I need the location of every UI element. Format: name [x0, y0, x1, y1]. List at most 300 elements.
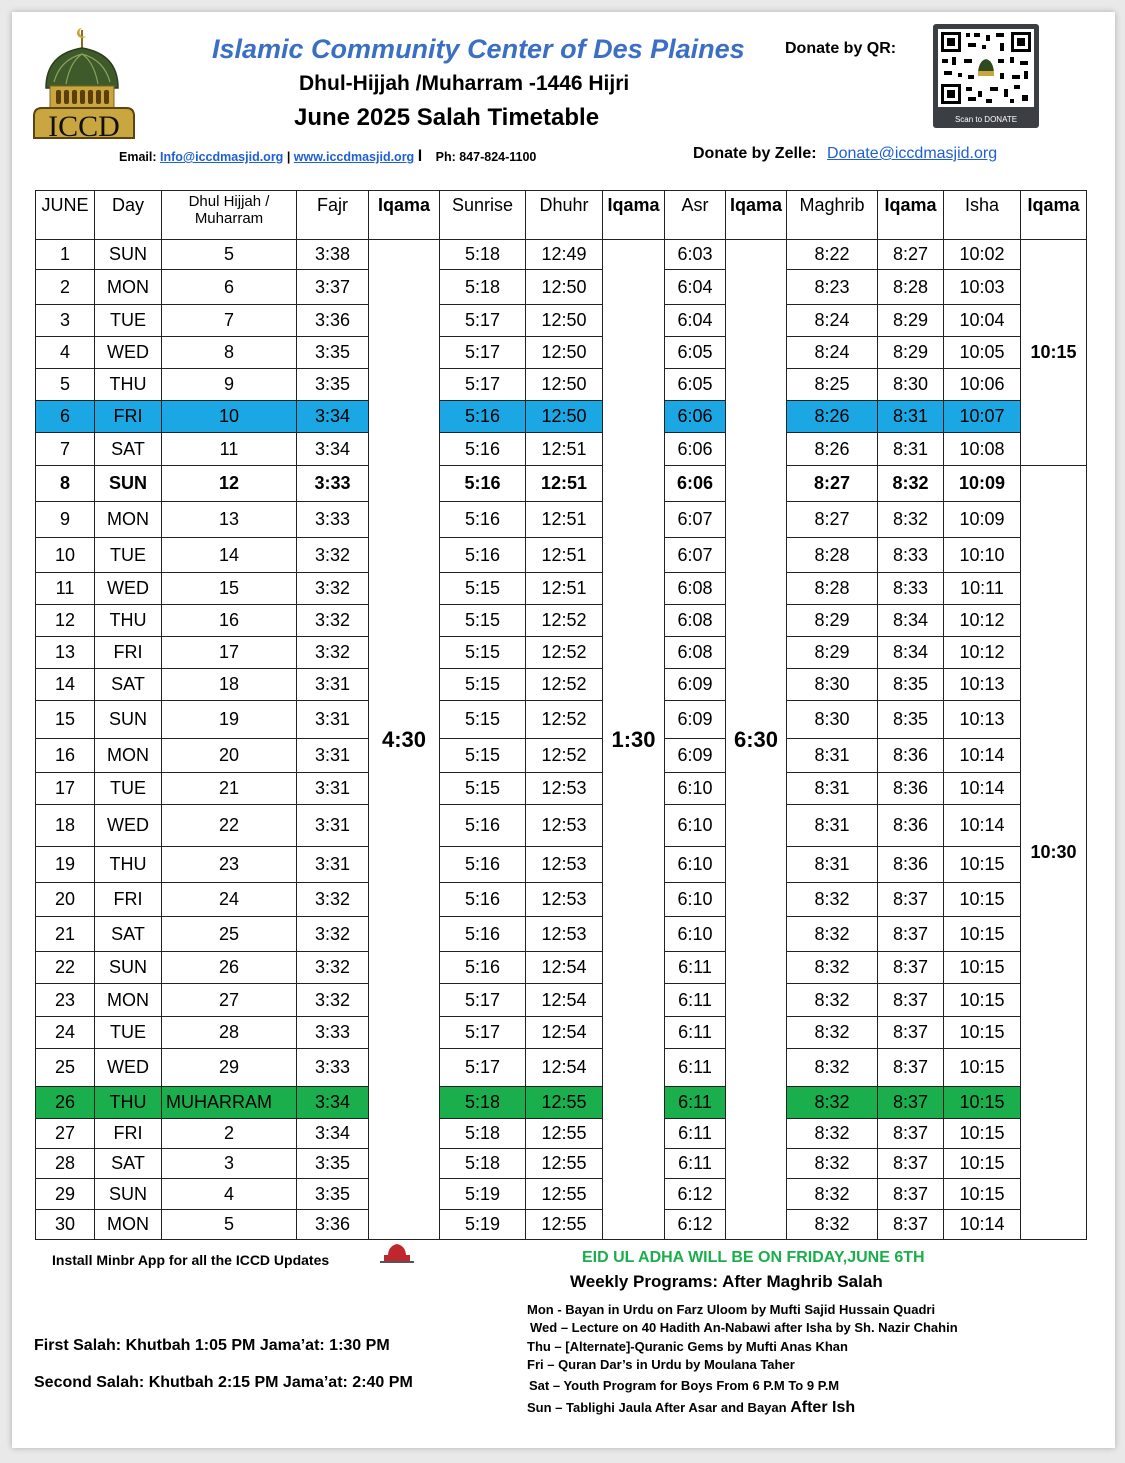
maghrib-cell: 8:32 — [787, 917, 878, 952]
table-row — [36, 917, 1087, 952]
asr-cell: 6:10 — [665, 917, 726, 952]
maghrib-iqama-cell: 8:29 — [878, 337, 944, 369]
fajr-cell: 3:37 — [297, 270, 369, 305]
asr-cell: 6:06 — [665, 401, 726, 433]
maghrib-iqama-cell: 8:31 — [878, 401, 944, 433]
date-cell: 14 — [36, 669, 95, 701]
col-header: Isha — [944, 191, 1021, 240]
sunrise-cell: 5:16 — [440, 847, 526, 883]
date-cell: 7 — [36, 433, 95, 466]
date-cell: 20 — [36, 883, 95, 917]
sunrise-cell: 5:15 — [440, 739, 526, 773]
dhuhr-cell: 12:55 — [526, 1087, 603, 1119]
maghrib-iqama-cell: 8:36 — [878, 805, 944, 847]
asr-cell: 6:08 — [665, 637, 726, 669]
sunrise-cell: 5:19 — [440, 1179, 526, 1210]
table-row — [36, 305, 1087, 337]
fajr-cell: 3:31 — [297, 701, 369, 739]
dhuhr-cell: 12:54 — [526, 952, 603, 984]
maghrib-cell: 8:32 — [787, 883, 878, 917]
col-header: Day — [95, 191, 162, 240]
maghrib-iqama-cell: 8:28 — [878, 270, 944, 305]
table-row — [36, 369, 1087, 401]
hijri-date-cell: 16 — [162, 605, 297, 637]
col-header: Dhul Hijjah / Muharram — [162, 191, 297, 240]
day-cell: THU — [95, 847, 162, 883]
date-cell: 27 — [36, 1119, 95, 1149]
maghrib-cell: 8:32 — [787, 1087, 878, 1119]
table-header-row — [36, 191, 1087, 240]
asr-cell: 6:08 — [665, 605, 726, 637]
program-item: Fri – Quran Dar’s in Urdu by Moulana Taher — [527, 1356, 795, 1372]
fajr-cell: 3:31 — [297, 773, 369, 805]
fajr-cell: 3:31 — [297, 805, 369, 847]
date-cell: 2 — [36, 270, 95, 305]
date-cell: 19 — [36, 847, 95, 883]
table-row — [36, 1210, 1087, 1240]
sunrise-cell: 5:16 — [440, 433, 526, 466]
isha-cell: 10:12 — [944, 637, 1021, 669]
day-cell: SUN — [95, 240, 162, 270]
maghrib-cell: 8:31 — [787, 847, 878, 883]
weekly-programs-list — [527, 1301, 958, 1416]
sunrise-cell: 5:17 — [440, 305, 526, 337]
day-cell: WED — [95, 1049, 162, 1087]
day-cell: THU — [95, 369, 162, 401]
maghrib-cell: 8:31 — [787, 805, 878, 847]
maghrib-cell: 8:30 — [787, 669, 878, 701]
day-cell: TUE — [95, 1017, 162, 1049]
hijri-date-cell: 14 — [162, 538, 297, 573]
hijri-date-cell: 11 — [162, 433, 297, 466]
day-cell: FRI — [95, 637, 162, 669]
fajr-cell: 3:31 — [297, 669, 369, 701]
maghrib-iqama-cell: 8:36 — [878, 847, 944, 883]
col-header: JUNE — [36, 191, 95, 240]
asr-cell: 6:09 — [665, 701, 726, 739]
day-cell: SUN — [95, 1179, 162, 1210]
hijri-date-cell: 4 — [162, 1179, 297, 1210]
table-row — [36, 847, 1087, 883]
maghrib-iqama-cell: 8:35 — [878, 669, 944, 701]
sunrise-cell: 5:16 — [440, 952, 526, 984]
dhuhr-cell: 12:51 — [526, 502, 603, 538]
dhuhr-cell: 12:50 — [526, 401, 603, 433]
asr-cell: 6:11 — [665, 1017, 726, 1049]
maghrib-cell: 8:32 — [787, 1049, 878, 1087]
table-row — [36, 669, 1087, 701]
hijri-date-cell: 8 — [162, 337, 297, 369]
table-row — [36, 1087, 1087, 1119]
fajr-cell: 3:34 — [297, 433, 369, 466]
hijri-date-cell: 5 — [162, 1210, 297, 1240]
maghrib-cell: 8:29 — [787, 637, 878, 669]
maghrib-cell: 8:32 — [787, 1179, 878, 1210]
separator: l — [417, 148, 423, 165]
zelle-donate-line — [693, 145, 997, 163]
asr-cell: 6:11 — [665, 1049, 726, 1087]
date-cell: 17 — [36, 773, 95, 805]
col-header: Iqama — [603, 191, 665, 240]
day-cell: FRI — [95, 1119, 162, 1149]
table-row — [36, 605, 1087, 637]
day-cell: TUE — [95, 773, 162, 805]
hijri-date-cell: 10 — [162, 401, 297, 433]
col-header: Dhuhr — [526, 191, 603, 240]
date-cell: 11 — [36, 573, 95, 605]
asr-cell: 6:11 — [665, 984, 726, 1017]
isha-cell: 10:09 — [944, 502, 1021, 538]
table-row — [36, 433, 1087, 466]
isha-iqama-cell: 10:30 — [1021, 466, 1087, 1240]
maghrib-cell: 8:25 — [787, 369, 878, 401]
col-header: Fajr — [297, 191, 369, 240]
email-label: Email: — [119, 150, 157, 164]
dhuhr-cell: 12:51 — [526, 466, 603, 502]
isha-cell: 10:07 — [944, 401, 1021, 433]
dhuhr-cell: 12:53 — [526, 917, 603, 952]
table-row — [36, 502, 1087, 538]
col-header: Maghrib — [787, 191, 878, 240]
separator: | — [286, 150, 291, 164]
fajr-cell: 3:32 — [297, 917, 369, 952]
isha-cell: 10:14 — [944, 739, 1021, 773]
date-cell: 12 — [36, 605, 95, 637]
hijri-date-cell: 20 — [162, 739, 297, 773]
dhuhr-cell: 12:52 — [526, 669, 603, 701]
minbr-app-note: Install Minbr App for all the ICCD Updates — [52, 1252, 330, 1268]
table-row — [36, 401, 1087, 433]
day-cell: TUE — [95, 305, 162, 337]
hijri-date-cell: 3 — [162, 1149, 297, 1179]
date-cell: 6 — [36, 401, 95, 433]
sunrise-cell: 5:16 — [440, 883, 526, 917]
table-row — [36, 952, 1087, 984]
asr-cell: 6:11 — [665, 1119, 726, 1149]
asr-cell: 6:10 — [665, 847, 726, 883]
table-row — [36, 805, 1087, 847]
table-row — [36, 984, 1087, 1017]
program-item: Wed – Lecture on 40 Hadith An-Nabawi after Isha by Sh. Nazir Chahin — [530, 1319, 958, 1335]
asr-cell: 6:11 — [665, 1087, 726, 1119]
sunrise-cell: 5:18 — [440, 240, 526, 270]
table-row — [36, 573, 1087, 605]
maghrib-cell: 8:24 — [787, 305, 878, 337]
asr-cell: 6:05 — [665, 369, 726, 401]
sunrise-cell: 5:18 — [440, 1119, 526, 1149]
date-cell: 15 — [36, 701, 95, 739]
qr-caption: Scan to DONATE — [954, 115, 1018, 124]
date-cell: 3 — [36, 305, 95, 337]
hijri-date-cell: 2 — [162, 1119, 297, 1149]
maghrib-iqama-cell: 8:36 — [878, 739, 944, 773]
table-row — [36, 1049, 1087, 1087]
sunrise-cell: 5:15 — [440, 605, 526, 637]
table-row — [36, 1179, 1087, 1210]
first-jumma-salah: First Salah: Khutbah 1:05 PM Jama’at: 1:30 PM — [34, 1337, 390, 1354]
website-link[interactable]: www.iccdmasjid.org — [293, 150, 415, 164]
dhuhr-cell: 12:51 — [526, 433, 603, 466]
program-item: Sat – Youth Program for Boys From 6 P.M To 9 P.M — [529, 1378, 840, 1393]
asr-cell: 6:06 — [665, 466, 726, 502]
maghrib-cell: 8:32 — [787, 984, 878, 1017]
hijri-date-cell: 24 — [162, 883, 297, 917]
table-row — [36, 270, 1087, 305]
sunrise-cell: 5:17 — [440, 337, 526, 369]
maghrib-cell: 8:30 — [787, 701, 878, 739]
sunrise-cell: 5:15 — [440, 701, 526, 739]
hijri-date-cell: 26 — [162, 952, 297, 984]
asr-cell: 6:12 — [665, 1179, 726, 1210]
eid-announcement: EID UL ADHA WILL BE ON FRIDAY,JUNE 6TH — [582, 1249, 925, 1266]
sunrise-cell: 5:16 — [440, 401, 526, 433]
day-cell: TUE — [95, 538, 162, 573]
maghrib-iqama-cell: 8:36 — [878, 773, 944, 805]
fajr-cell: 3:32 — [297, 952, 369, 984]
asr-cell: 6:10 — [665, 805, 726, 847]
isha-cell: 10:06 — [944, 369, 1021, 401]
isha-cell: 10:05 — [944, 337, 1021, 369]
day-cell: SUN — [95, 952, 162, 984]
asr-cell: 6:03 — [665, 240, 726, 270]
dhuhr-cell: 12:51 — [526, 538, 603, 573]
hijri-date-cell: 28 — [162, 1017, 297, 1049]
dhuhr-cell: 12:55 — [526, 1210, 603, 1240]
day-cell: THU — [95, 605, 162, 637]
table-row — [36, 637, 1087, 669]
day-cell: FRI — [95, 401, 162, 433]
isha-cell: 10:14 — [944, 1210, 1021, 1240]
maghrib-iqama-cell: 8:27 — [878, 240, 944, 270]
iccd-logo — [30, 26, 150, 144]
isha-cell: 10:15 — [944, 952, 1021, 984]
maghrib-iqama-cell: 8:33 — [878, 573, 944, 605]
date-cell: 23 — [36, 984, 95, 1017]
maghrib-iqama-cell: 8:32 — [878, 466, 944, 502]
dhuhr-iqama-cell: 1:30 — [603, 240, 665, 1240]
program-item-suffix: After Ish — [790, 1398, 856, 1416]
asr-cell: 6:10 — [665, 883, 726, 917]
isha-cell: 10:12 — [944, 605, 1021, 637]
maghrib-cell: 8:31 — [787, 773, 878, 805]
asr-cell: 6:04 — [665, 270, 726, 305]
timetable-page — [12, 12, 1115, 1448]
sunrise-cell: 5:16 — [440, 917, 526, 952]
maghrib-iqama-cell: 8:32 — [878, 502, 944, 538]
isha-cell: 10:15 — [944, 984, 1021, 1017]
salah-timetable — [35, 190, 1087, 1240]
date-cell: 9 — [36, 502, 95, 538]
sunrise-cell: 5:16 — [440, 538, 526, 573]
sunrise-cell: 5:16 — [440, 805, 526, 847]
day-cell: THU — [95, 1087, 162, 1119]
isha-cell: 10:15 — [944, 1149, 1021, 1179]
dhuhr-cell: 12:55 — [526, 1119, 603, 1149]
maghrib-iqama-cell: 8:37 — [878, 1210, 944, 1240]
col-header: Iqama — [726, 191, 787, 240]
asr-cell: 6:11 — [665, 952, 726, 984]
fajr-cell: 3:35 — [297, 1179, 369, 1210]
dhuhr-cell: 12:54 — [526, 984, 603, 1017]
donate-qr-code[interactable] — [933, 24, 1039, 128]
date-cell: 10 — [36, 538, 95, 573]
isha-cell: 10:03 — [944, 270, 1021, 305]
date-cell: 18 — [36, 805, 95, 847]
isha-cell: 10:15 — [944, 1119, 1021, 1149]
table-row — [36, 1119, 1087, 1149]
dhuhr-cell: 12:49 — [526, 240, 603, 270]
isha-cell: 10:15 — [944, 917, 1021, 952]
fajr-cell: 3:34 — [297, 1119, 369, 1149]
hijri-date-cell: 12 — [162, 466, 297, 502]
fajr-cell: 3:34 — [297, 401, 369, 433]
maghrib-cell: 8:32 — [787, 1017, 878, 1049]
asr-cell: 6:10 — [665, 773, 726, 805]
sunrise-cell: 5:16 — [440, 502, 526, 538]
maghrib-iqama-cell: 8:37 — [878, 1049, 944, 1087]
sunrise-cell: 5:18 — [440, 270, 526, 305]
col-header: Iqama — [369, 191, 440, 240]
isha-cell: 10:08 — [944, 433, 1021, 466]
fajr-cell: 3:33 — [297, 1049, 369, 1087]
maghrib-iqama-cell: 8:37 — [878, 1119, 944, 1149]
fajr-cell: 3:32 — [297, 883, 369, 917]
table-row — [36, 337, 1087, 369]
asr-cell: 6:07 — [665, 538, 726, 573]
date-cell: 25 — [36, 1049, 95, 1087]
phone-number: Ph: 847-824-1100 — [435, 150, 537, 164]
date-cell: 13 — [36, 637, 95, 669]
dhuhr-cell: 12:52 — [526, 605, 603, 637]
fajr-cell: 3:31 — [297, 847, 369, 883]
second-jumma-salah: Second Salah: Khutbah 2:15 PM Jama’at: 2:40 PM — [34, 1374, 413, 1391]
contact-line — [119, 148, 536, 166]
day-cell: SAT — [95, 669, 162, 701]
maghrib-cell: 8:32 — [787, 1119, 878, 1149]
asr-iqama-cell: 6:30 — [726, 240, 787, 1240]
maghrib-cell: 8:32 — [787, 952, 878, 984]
isha-cell: 10:09 — [944, 466, 1021, 502]
maghrib-iqama-cell: 8:37 — [878, 883, 944, 917]
maghrib-cell: 8:32 — [787, 1210, 878, 1240]
fajr-cell: 3:36 — [297, 305, 369, 337]
col-header: Asr — [665, 191, 726, 240]
sunrise-cell: 5:17 — [440, 1017, 526, 1049]
sunrise-cell: 5:16 — [440, 466, 526, 502]
fajr-cell: 3:35 — [297, 337, 369, 369]
day-cell: MON — [95, 502, 162, 538]
maghrib-cell: 8:23 — [787, 270, 878, 305]
hijri-date-cell: 29 — [162, 1049, 297, 1087]
sunrise-cell: 5:18 — [440, 1087, 526, 1119]
date-cell: 28 — [36, 1149, 95, 1179]
dhuhr-cell: 12:52 — [526, 701, 603, 739]
asr-cell: 6:04 — [665, 305, 726, 337]
day-cell: SUN — [95, 466, 162, 502]
maghrib-cell: 8:32 — [787, 1149, 878, 1179]
qr-code-icon — [938, 29, 1034, 107]
maghrib-iqama-cell: 8:31 — [878, 433, 944, 466]
maghrib-iqama-cell: 8:33 — [878, 538, 944, 573]
sunrise-cell: 5:17 — [440, 984, 526, 1017]
hijri-date-cell: MUHARRAM — [162, 1087, 297, 1119]
hijri-date-cell: 13 — [162, 502, 297, 538]
maghrib-iqama-cell: 8:37 — [878, 1017, 944, 1049]
day-cell: WED — [95, 573, 162, 605]
sunrise-cell: 5:19 — [440, 1210, 526, 1240]
col-header: Iqama — [878, 191, 944, 240]
date-cell: 22 — [36, 952, 95, 984]
isha-cell: 10:15 — [944, 847, 1021, 883]
fajr-cell: 3:32 — [297, 573, 369, 605]
dhuhr-cell: 12:50 — [526, 369, 603, 401]
hijri-date-cell: 23 — [162, 847, 297, 883]
asr-cell: 6:09 — [665, 669, 726, 701]
maghrib-cell: 8:26 — [787, 433, 878, 466]
fajr-iqama-cell: 4:30 — [369, 240, 440, 1240]
program-item — [527, 1399, 958, 1417]
maghrib-iqama-cell: 8:37 — [878, 984, 944, 1017]
maghrib-iqama-cell: 8:29 — [878, 305, 944, 337]
dhuhr-cell: 12:50 — [526, 337, 603, 369]
maghrib-cell: 8:26 — [787, 401, 878, 433]
hijri-month-title: Dhul-Hijjah /Muharram -1446 Hijri — [299, 72, 630, 95]
asr-cell: 6:06 — [665, 433, 726, 466]
fajr-cell: 3:33 — [297, 466, 369, 502]
fajr-cell: 3:31 — [297, 739, 369, 773]
day-cell: SUN — [95, 701, 162, 739]
table-row — [36, 1017, 1087, 1049]
program-item: Thu – [Alternate]-Quranic Gems by Mufti Anas Khan — [527, 1339, 848, 1354]
dhuhr-cell: 12:53 — [526, 773, 603, 805]
isha-cell: 10:02 — [944, 240, 1021, 270]
dhuhr-cell: 12:55 — [526, 1149, 603, 1179]
mosque-icon — [380, 1242, 414, 1264]
date-cell: 30 — [36, 1210, 95, 1240]
hijri-date-cell: 6 — [162, 270, 297, 305]
dhuhr-cell: 12:53 — [526, 805, 603, 847]
isha-cell: 10:13 — [944, 669, 1021, 701]
fajr-cell: 3:38 — [297, 240, 369, 270]
sunrise-cell: 5:15 — [440, 773, 526, 805]
isha-cell: 10:04 — [944, 305, 1021, 337]
hijri-date-cell: 15 — [162, 573, 297, 605]
zelle-email-link[interactable]: Donate@iccdmasjid.org — [827, 145, 998, 162]
hijri-date-cell: 25 — [162, 917, 297, 952]
day-cell: WED — [95, 805, 162, 847]
fajr-cell: 3:33 — [297, 502, 369, 538]
asr-cell: 6:08 — [665, 573, 726, 605]
date-cell: 24 — [36, 1017, 95, 1049]
isha-cell: 10:13 — [944, 701, 1021, 739]
maghrib-iqama-cell: 8:37 — [878, 1179, 944, 1210]
table-row — [36, 883, 1087, 917]
day-cell: SAT — [95, 433, 162, 466]
fajr-cell: 3:33 — [297, 1017, 369, 1049]
day-cell: MON — [95, 739, 162, 773]
maghrib-iqama-cell: 8:35 — [878, 701, 944, 739]
dhuhr-cell: 12:52 — [526, 739, 603, 773]
dhuhr-cell: 12:54 — [526, 1017, 603, 1049]
dhuhr-cell: 12:50 — [526, 305, 603, 337]
email-link[interactable]: Info@iccdmasjid.org — [160, 150, 284, 164]
date-cell: 16 — [36, 739, 95, 773]
isha-iqama-cell: 10:15 — [1021, 240, 1087, 466]
isha-cell: 10:11 — [944, 573, 1021, 605]
hijri-date-cell: 17 — [162, 637, 297, 669]
table-row — [36, 773, 1087, 805]
date-cell: 29 — [36, 1179, 95, 1210]
